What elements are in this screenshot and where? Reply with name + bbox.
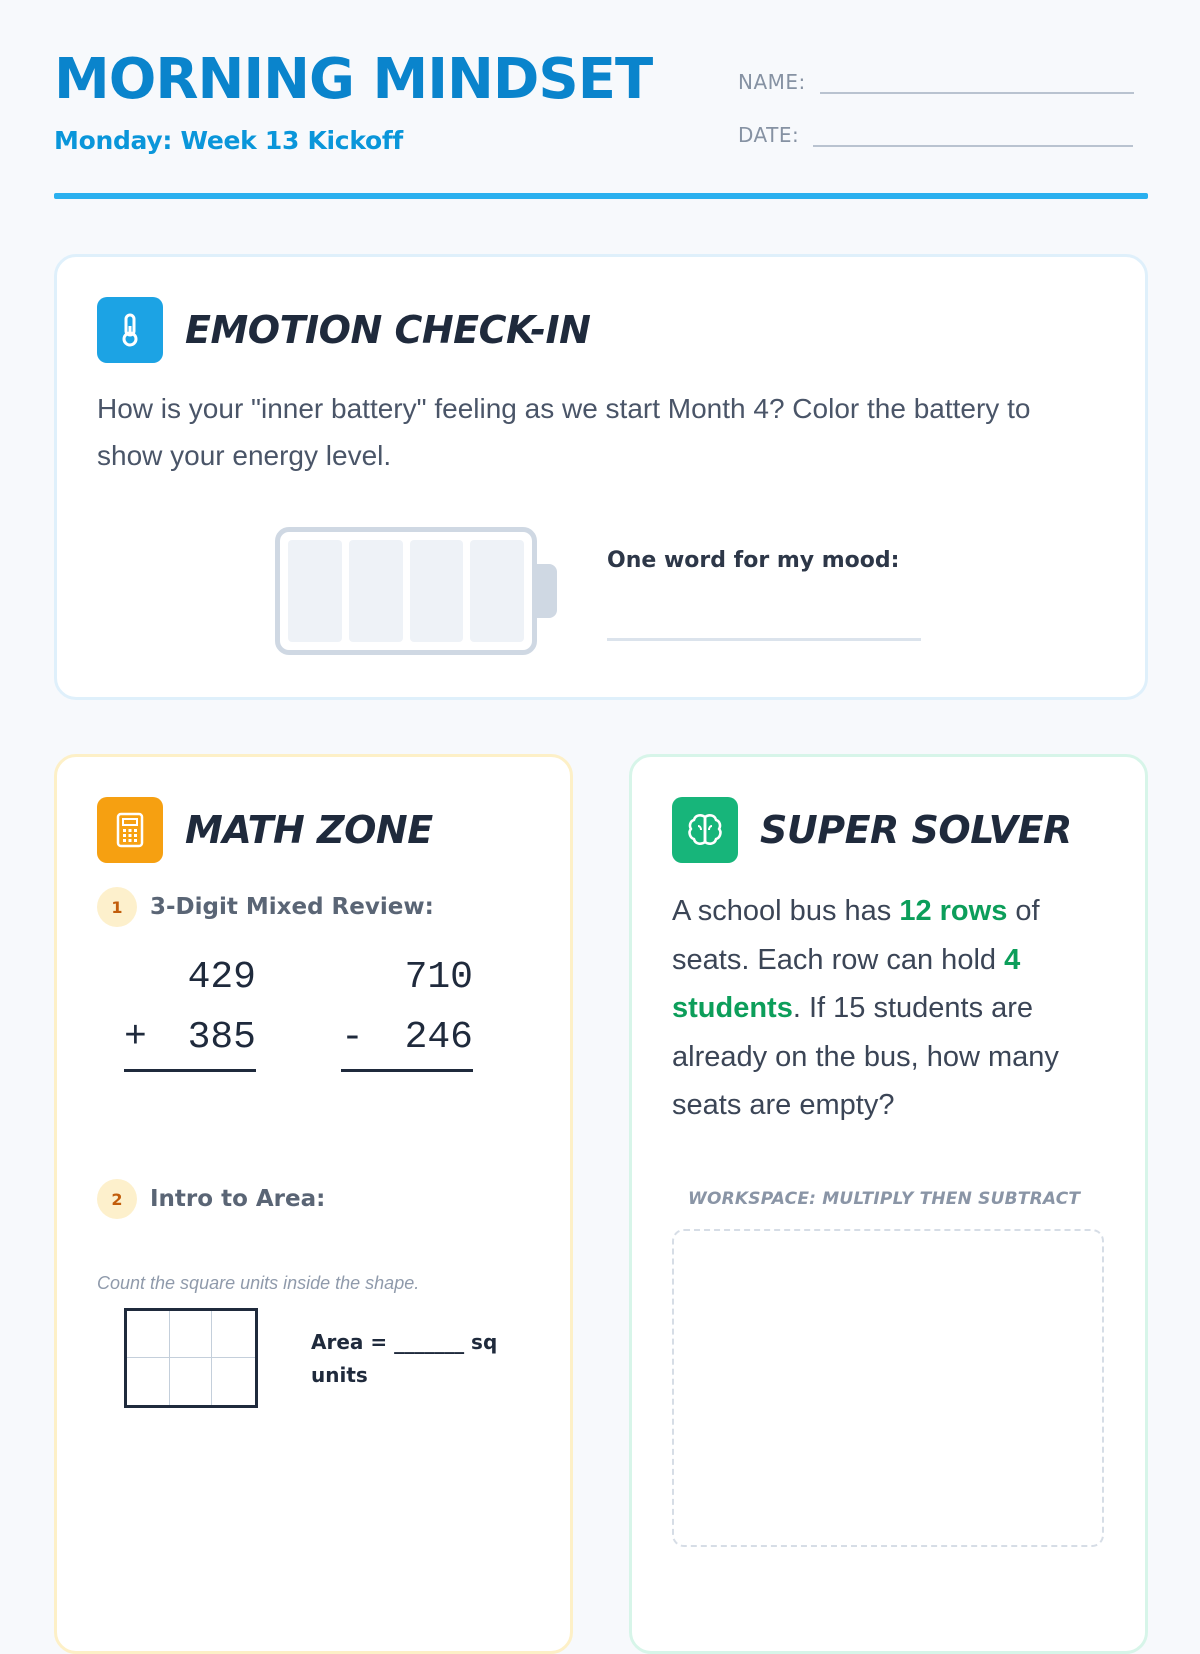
mood-answer-line[interactable] (607, 638, 921, 641)
battery-cell[interactable] (288, 540, 342, 642)
workspace-label: WORKSPACE: MULTIPLY THEN SUBTRACT (688, 1189, 1081, 1209)
square-unit (127, 1311, 170, 1358)
step-number-badge: 1 (97, 887, 137, 927)
name-line[interactable] (820, 72, 1134, 94)
emotion-card (54, 254, 1148, 700)
problem-bottom-number: 246 (404, 1015, 473, 1059)
problem-operator: + (124, 1015, 147, 1059)
step-number-badge: 2 (97, 1179, 137, 1219)
problem-top-row (124, 947, 256, 1007)
word-problem (672, 887, 1092, 1130)
square-unit (127, 1358, 170, 1405)
problem-bottom-number: 385 (187, 1015, 256, 1059)
area-shape-grid (124, 1308, 258, 1408)
square-unit (212, 1358, 255, 1405)
story-text: A school bus has (672, 895, 900, 927)
thermometer-icon (97, 297, 163, 363)
name-label: NAME: (738, 70, 806, 94)
worksheet-title: MORNING MINDSET (54, 47, 653, 112)
answer-line (124, 1069, 256, 1072)
date-label: DATE: (738, 123, 800, 147)
emotion-title: EMOTION CHECK-IN (185, 308, 591, 352)
area-answer-prompt: Area = _______ sq units (311, 1330, 498, 1387)
workspace-box[interactable] (672, 1229, 1104, 1547)
mood-label: One word for my mood: (607, 548, 900, 573)
solver-card (629, 754, 1148, 1654)
date-line[interactable] (813, 125, 1133, 147)
emotion-prompt: How is your "inner battery" feeling as we start Month 4? Color the battery to show your energy level. (97, 393, 1031, 471)
square-unit (170, 1311, 213, 1358)
battery-cell[interactable] (349, 540, 403, 642)
header-divider (54, 193, 1148, 199)
math-step-1 (97, 887, 434, 927)
solver-title: SUPER SOLVER (760, 808, 1072, 852)
problem-operator: - (341, 1015, 364, 1059)
story-text: of seats. Each row can hold (672, 895, 1040, 976)
answer-line (341, 1069, 473, 1072)
date-field[interactable] (738, 123, 1133, 147)
subtraction-problem (341, 947, 473, 1072)
battery-cell[interactable] (470, 540, 524, 642)
area-hint: Count the square units inside the shape. (97, 1273, 420, 1293)
math-title: MATH ZONE (185, 808, 433, 852)
brain-icon (672, 797, 738, 863)
worksheet-subtitle: Monday: Week 13 Kickoff (54, 126, 404, 155)
addition-problem (124, 947, 256, 1072)
problem-bottom-row (341, 1007, 473, 1067)
problem-top-number: 429 (187, 955, 256, 999)
battery-tip (535, 564, 557, 618)
story-text: . If 15 students are already on the bus, how many seats are empty? (672, 992, 1059, 1121)
square-unit (212, 1311, 255, 1358)
problem-top-row (341, 947, 473, 1007)
step-label: Intro to Area: (150, 1186, 326, 1212)
energy-battery[interactable] (275, 527, 537, 655)
story-highlight: 12 rows (899, 895, 1008, 927)
math-step-2 (97, 1179, 325, 1219)
battery-cell[interactable] (410, 540, 464, 642)
step-label: 3-Digit Mixed Review: (150, 894, 434, 920)
math-card (54, 754, 573, 1654)
name-field[interactable] (738, 70, 1134, 94)
problem-top-number: 710 (404, 955, 473, 999)
calculator-icon (97, 797, 163, 863)
worksheet-page (54, 0, 1148, 1600)
square-unit (170, 1358, 213, 1405)
problem-bottom-row (124, 1007, 256, 1067)
story-highlight: 4 students (672, 943, 1021, 1024)
